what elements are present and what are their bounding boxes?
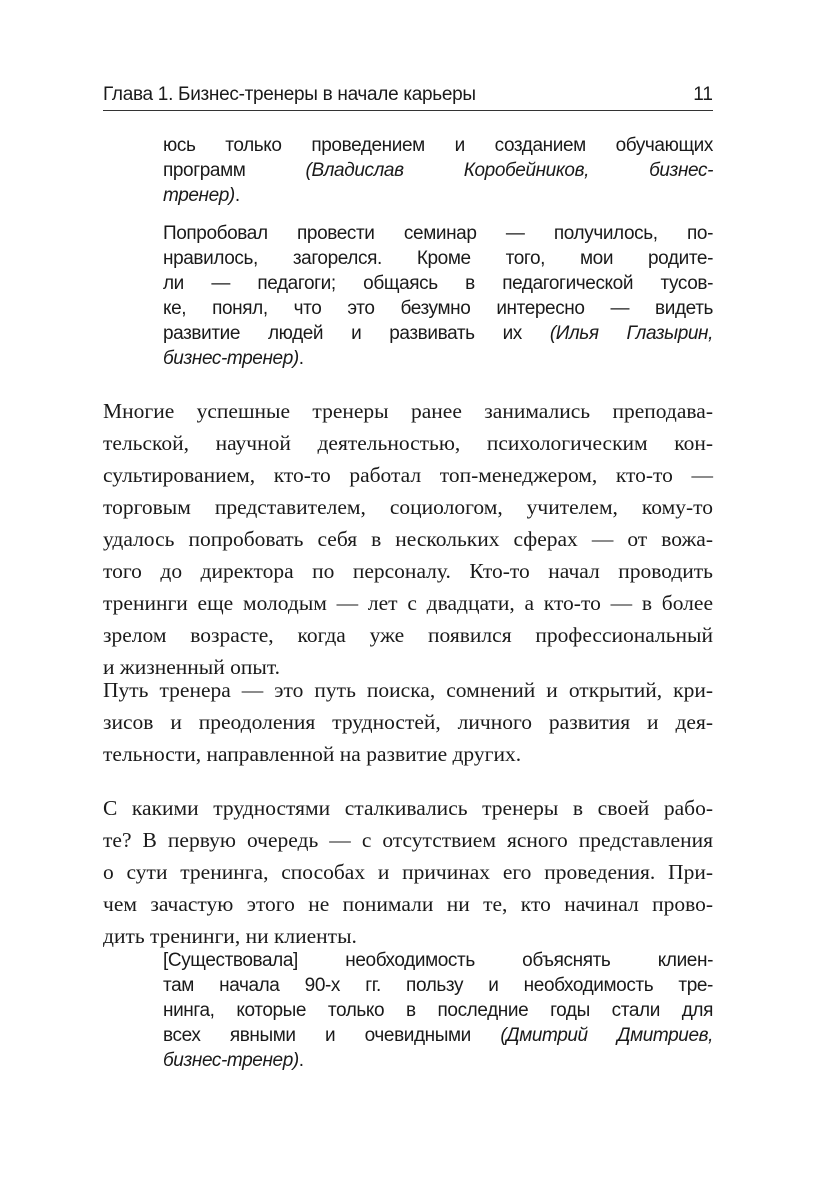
line-text: программ: [163, 160, 306, 181]
attribution-text: (Владислав Коробейников, бизнес-: [305, 160, 713, 181]
line-text: тренинги еще молодым — лет с двадцати, а кто-то — в более: [103, 591, 713, 615]
attribution-text: тренер): [163, 185, 235, 206]
line-text: того до директора по персоналу. Кто-то начал проводить: [103, 559, 713, 583]
text-line: [163, 346, 713, 371]
text-line: [163, 948, 713, 973]
line-text: удалось попробовать себя в нескольких сферах — от вожа-: [103, 527, 713, 551]
attribution-text: (Илья Глазырин,: [549, 323, 713, 344]
line-text: там начала 90-х гг. пользу и необходимость тре-: [163, 975, 713, 996]
text-line: [103, 523, 713, 555]
line-text: те? В первую очередь — с отсутствием ясного представления: [103, 828, 713, 852]
page-number: 11: [693, 84, 713, 105]
quote-paragraph: [163, 221, 713, 371]
body-paragraph: [103, 395, 713, 683]
text-line: [163, 183, 713, 208]
line-text: сультированием, кто-то работал топ-менеджером, кто-то —: [103, 463, 713, 487]
line-text: всех явными и очевидными: [163, 1025, 501, 1046]
line-text: дить тренинги, ни клиенты.: [103, 924, 357, 948]
text-line: [103, 555, 713, 587]
line-text: Попробовал провести семинар — получилось, по-: [163, 223, 713, 244]
line-text: развитие людей и развивать их: [163, 323, 550, 344]
text-line: [163, 321, 713, 346]
line-text: .: [234, 185, 240, 206]
text-line: [103, 395, 713, 427]
line-text: Путь тренера — это путь поиска, сомнений и открытий, кри-: [103, 678, 713, 702]
text-line: [103, 792, 713, 824]
text-line: [163, 271, 713, 296]
line-text: [Существовала] необходимость объяснять клиен-: [163, 950, 713, 971]
text-line: [103, 856, 713, 888]
attribution-text: бизнес-тренер): [163, 348, 299, 369]
line-text: тельности, направленной на развитие других.: [103, 742, 522, 766]
text-line: [163, 998, 713, 1023]
chapter-title: Глава 1. Бизнес-тренеры в начале карьеры: [103, 84, 476, 105]
text-line: [103, 491, 713, 523]
line-text: юсь только проведением и созданием обучающих: [163, 135, 713, 156]
text-line: [163, 158, 713, 183]
line-text: ли — педагоги; общаясь в педагогической тусов-: [163, 273, 713, 294]
text-line: [103, 587, 713, 619]
text-line: [103, 888, 713, 920]
line-text: о сути тренинга, способах и причинах его проведения. При-: [103, 860, 713, 884]
running-header: [103, 82, 713, 111]
line-text: тельской, научной деятельностью, психологическим кон-: [103, 431, 713, 455]
line-text: и жизненный опыт.: [103, 655, 280, 679]
body-paragraph: [103, 792, 713, 952]
text-line: [163, 1023, 713, 1048]
line-text: .: [298, 1050, 304, 1071]
text-line: [163, 973, 713, 998]
text-line: [103, 619, 713, 651]
line-text: ке, понял, что это безумно интересно — видеть: [163, 298, 713, 319]
line-text: нравилось, загорелся. Кроме того, мои родите-: [163, 248, 713, 269]
line-text: чем зачастую этого не понимали ни те, кто начинал прово-: [103, 892, 713, 916]
text-line: [103, 706, 713, 738]
text-line: [103, 824, 713, 856]
text-line: [163, 1048, 713, 1073]
line-text: торговым представителем, социологом, учителем, кому-то: [103, 495, 713, 519]
quote-paragraph: [163, 948, 713, 1073]
text-line: [163, 246, 713, 271]
line-text: зисов и преодоления трудностей, личного развития и дея-: [103, 710, 713, 734]
line-text: .: [298, 348, 304, 369]
line-text: нинга, которые только в последние годы стали для: [163, 1000, 713, 1021]
text-line: [103, 674, 713, 706]
attribution-text: бизнес-тренер): [163, 1050, 299, 1071]
attribution-text: (Дмитрий Дмитриев,: [500, 1025, 714, 1046]
text-line: [163, 133, 713, 158]
line-text: Многие успешные тренеры ранее занимались преподава-: [103, 399, 713, 423]
text-line: [103, 738, 713, 770]
quote-paragraph: [163, 133, 713, 208]
text-line: [103, 459, 713, 491]
line-text: С какими трудностями сталкивались тренеры в своей рабо-: [103, 796, 713, 820]
text-line: [103, 427, 713, 459]
text-line: [163, 221, 713, 246]
body-paragraph: [103, 674, 713, 770]
text-line: [163, 296, 713, 321]
line-text: зрелом возрасте, когда уже появился профессиональный: [103, 623, 713, 647]
